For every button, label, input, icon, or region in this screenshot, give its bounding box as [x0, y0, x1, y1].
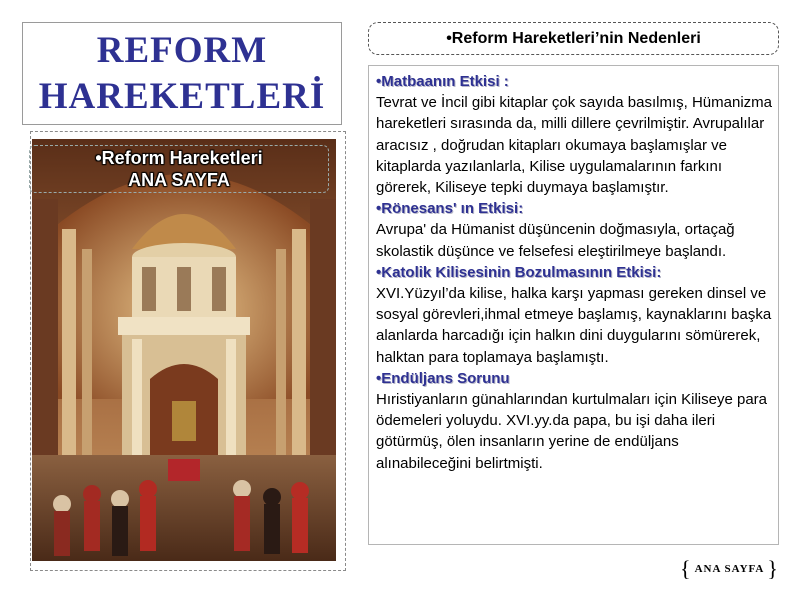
section-title-katolik: •Katolik Kilisesinin Bozulmasının Etkisi: [376, 263, 662, 281]
footer-home-label: ANA SAYFA [694, 563, 765, 575]
title-line-2: HAREKETLERİ [38, 75, 326, 117]
home-link-line-2: ANA SAYFA [128, 170, 230, 190]
church-interior-painting [32, 139, 336, 561]
left-brace-icon: { [680, 556, 692, 581]
right-brace-icon: } [767, 556, 779, 581]
content-box [368, 65, 779, 545]
section-title-enduljans: •Endüljans Sorunu [376, 369, 510, 387]
section-body-enduljans: Hıristiyanların günahlarından kurtulmaları için Kiliseye para ödemeleri yoluydu. XVI.yy.da papa, bu işi daha ileri götürmüş, ölen insanların yerine de endüljans alınabileceğini belirtmişti. [376, 391, 768, 472]
title-box [22, 22, 342, 125]
section-title-matbaa: •Matbaanın Etkisi : [376, 73, 509, 90]
section-heading: •Reform Hareketleri’nin Nedenleri [368, 22, 779, 55]
section-title-ronesans: •Rönesans' ın Etkisi: [376, 200, 524, 218]
footer-home-link[interactable] [680, 558, 779, 580]
home-link-line-1: •Reform Hareketleri [95, 148, 263, 168]
section-body-katolik: XVI.Yüzyıl’da kilise, halka karşı yapması gereken dinsel ve sosyal görevleri,ihmal etmeye başlamış, kaynaklarını başka alanlarda harcadığı için halkın dini duygularını sömürerek, halktan para toplamaya başlamıştı. [376, 285, 772, 366]
section-body-ronesans: Avrupa' da Hümanist düşüncenin doğmasıyla, ortaçağ skolastik düşünce ve felsefesi eleştirilmeye başlandı. [376, 221, 735, 260]
title-line-1: REFORM [96, 29, 268, 71]
section-body-matbaa: Tevrat ve İncil gibi kitaplar çok sayıda basılmış, Hümanizma hareketleri sırasında da, milli dillere çevrilmiştir. Avrupalılar aracısız , doğrudan kitapları okumaya başlamışlar ve kitaplarda yazılanlarla, Kilise uygulamalarının farkını görerek, Kiliseye tepki duymaya başlamıştır. [376, 94, 772, 197]
home-link[interactable] [29, 145, 329, 193]
